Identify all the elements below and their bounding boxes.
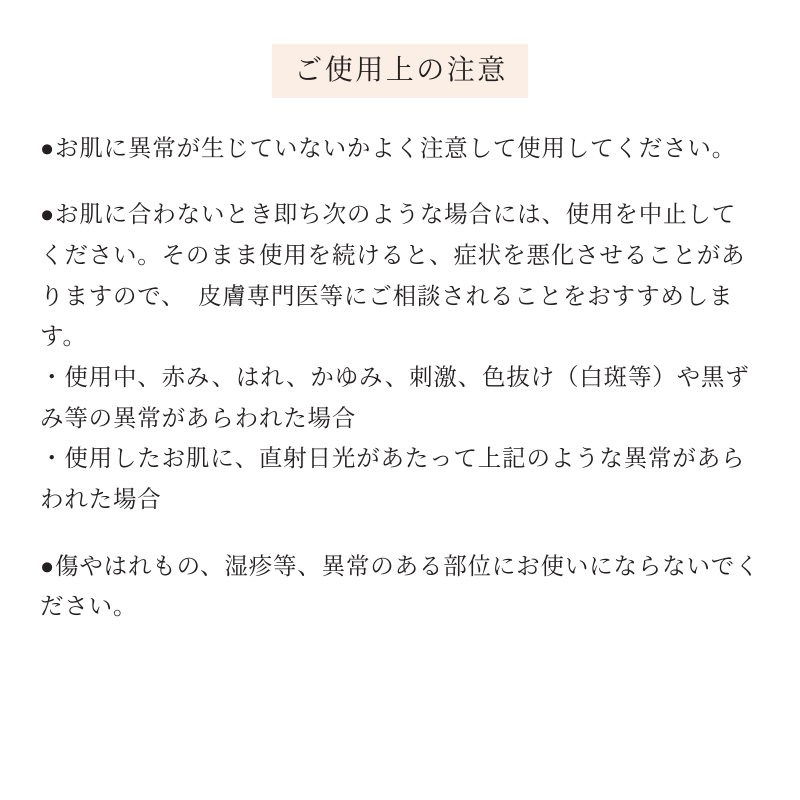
section-caution-wounds [40,546,760,627]
document-body [0,98,800,627]
section-caution-observe [40,128,760,169]
paragraph: ●お肌に合わないとき即ち次のような場合には、使用を中止してください。そのまま使用を続けると、症状を悪化させることがありますので、 皮膚専門医等にご相談されることをおすすめします。 [40,201,746,350]
list-item: ・使用中、赤み、はれ、かゆみ、刺激、色抜け（白斑等）や黒ずみ等の異常があらわれた場合 [40,364,750,431]
page-title: ご使用上の注意 [272,44,528,98]
list-item: ・使用したお肌に、直射日光があたって上記のような異常があらわれた場合 [40,445,746,512]
section-caution-discontinue [40,194,760,519]
paragraph: ●傷やはれもの、湿疹等、異常のある部位にお使いにならないでください。 [40,552,760,620]
paragraph: ●お肌に異常が生じていないかよく注意して使用してください。 [40,134,737,161]
document-title-container [0,0,800,98]
